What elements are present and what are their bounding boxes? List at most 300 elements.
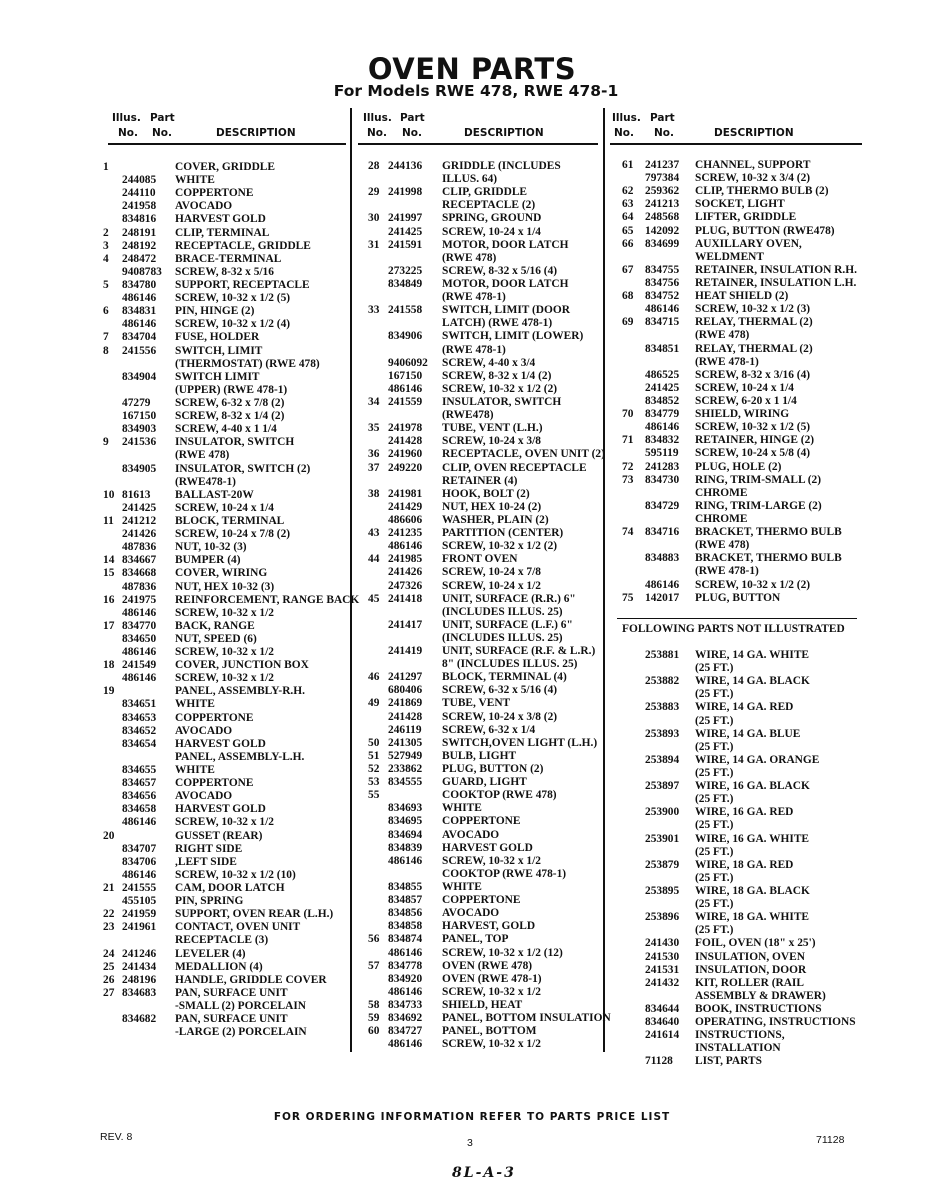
parts-row — [103, 803, 348, 816]
part-description: OVEN (RWE 478-1) — [442, 972, 542, 985]
part-description: SCREW, 10-32 x 1/2 (5) — [175, 292, 291, 305]
part-number: 834683 — [122, 986, 157, 999]
part-description: RECEPTACLE, GRIDDLE — [175, 239, 311, 252]
part-number: 167150 — [122, 410, 157, 423]
part-number: 241212 — [122, 514, 157, 527]
part-number: 834715 — [645, 316, 680, 329]
parts-row — [103, 554, 348, 567]
illus-number: 20 — [103, 829, 115, 842]
part-number: 834693 — [388, 802, 423, 815]
page-title: OVEN PARTS — [367, 52, 577, 86]
part-number: 142092 — [645, 224, 680, 237]
parts-row — [622, 1055, 862, 1068]
parts-row — [622, 251, 862, 264]
section-divider — [617, 618, 857, 619]
part-number: 241419 — [388, 645, 423, 658]
part-description: ASSEMBLY & DRAWER) — [695, 989, 826, 1002]
part-number: 680406 — [388, 684, 423, 697]
part-number: 834668 — [122, 567, 157, 580]
illus-number: 57 — [368, 959, 380, 972]
part-number: 834855 — [388, 881, 423, 894]
part-description: GUSSET (REAR) — [175, 829, 263, 842]
part-description: TUBE, VENT (L.H.) — [442, 422, 543, 435]
part-description: BRACE-TERMINAL — [175, 252, 282, 265]
header-illus: Illus. — [112, 112, 141, 124]
part-description: SCREW, 8-32 x 3/16 (4) — [695, 368, 811, 381]
part-number: 241429 — [388, 500, 423, 513]
part-description: PARTITION (CENTER) — [442, 527, 564, 540]
part-number: 241869 — [388, 697, 423, 710]
part-number: 834756 — [645, 276, 680, 289]
part-description: SCREW, 10-32 x 1/2 — [175, 606, 274, 619]
part-description: WHITE — [175, 764, 215, 777]
part-number: 834656 — [122, 790, 157, 803]
parts-row — [103, 790, 348, 803]
part-description: -LARGE (2) PORCELAIN — [175, 1026, 307, 1039]
part-description: SCREW, 6-32 x 5/16 (4) — [442, 684, 558, 697]
part-description: PLUG, BUTTON (2) — [442, 763, 544, 776]
part-description: WIRE, 18 GA. RED — [695, 858, 794, 871]
part-description: SPRING, GROUND — [442, 212, 542, 225]
part-number: 241426 — [388, 566, 423, 579]
part-number: 834839 — [388, 841, 423, 854]
part-number: 834658 — [122, 803, 157, 816]
part-description: BRACKET, THERMO BULB — [695, 526, 842, 539]
parts-row — [622, 172, 862, 185]
part-description: PANEL, ASSEMBLY-L.H. — [175, 750, 305, 763]
part-description: AVOCADO — [175, 790, 233, 803]
parts-row — [103, 266, 348, 279]
part-description: (25 FT.) — [695, 740, 734, 753]
parts-row — [622, 1016, 862, 1029]
parts-row — [103, 1026, 348, 1039]
part-description: INSULATION, DOOR — [695, 963, 807, 976]
parts-row — [622, 461, 862, 474]
parts-row — [622, 701, 862, 714]
part-number: 834695 — [388, 815, 423, 828]
part-number: 834883 — [645, 552, 680, 565]
part-description: PLUG, BUTTON — [695, 591, 781, 604]
parts-row — [103, 305, 348, 318]
parts-row — [103, 541, 348, 554]
part-description: AVOCADO — [442, 828, 500, 841]
part-description: CHANNEL, SUPPORT — [695, 159, 811, 171]
part-number: 259362 — [645, 185, 680, 198]
part-number: 241297 — [388, 671, 423, 684]
part-description: 8" (INCLUDES ILLUS. 25) — [442, 658, 578, 671]
parts-row — [622, 846, 862, 859]
illus-number: 46 — [368, 671, 380, 684]
parts-row — [368, 842, 603, 855]
illus-number: 27 — [103, 986, 115, 999]
part-description: SCREW, 8-32 x 1/4 (2) — [175, 410, 285, 423]
illus-number: 17 — [103, 619, 115, 632]
part-description: SCREW, 4-40 x 3/4 — [442, 356, 536, 369]
part-description: SWITCH, LIMIT — [175, 344, 263, 357]
part-number: 244136 — [388, 160, 423, 172]
illus-number: 59 — [368, 1012, 380, 1025]
part-number: 834699 — [645, 237, 680, 250]
part-description: (25 FT.) — [695, 871, 734, 884]
parts-row — [368, 829, 603, 842]
parts-row — [368, 553, 603, 566]
parts-row — [622, 715, 862, 728]
part-description: SCREW, 10-32 x 1/2 (2) — [442, 382, 558, 395]
parts-row — [368, 527, 603, 540]
revision-label: REV. 8 — [100, 1131, 133, 1143]
part-description: COOKTOP (RWE 478-1) — [442, 867, 567, 880]
part-description: HARVEST GOLD — [175, 803, 266, 816]
part-description: BALLAST-20W — [175, 488, 254, 501]
part-description: SCREW, 10-24 x 7/8 (2) — [175, 528, 291, 541]
parts-row — [368, 383, 603, 396]
part-number: 253901 — [645, 832, 680, 845]
parts-row — [622, 487, 862, 500]
part-number: 834778 — [388, 959, 423, 972]
parts-row — [622, 225, 862, 238]
parts-row — [103, 934, 348, 947]
part-number: 241426 — [122, 528, 157, 541]
parts-row — [622, 806, 862, 819]
parts-row — [103, 436, 348, 449]
illus-number: 29 — [368, 186, 380, 199]
handwritten-note: 8L-A-3 — [452, 1165, 516, 1181]
illus-number: 25 — [103, 960, 115, 973]
part-number: 241559 — [388, 395, 423, 408]
parts-row — [103, 712, 348, 725]
parts-row — [368, 881, 603, 894]
part-description: HANDLE, GRIDDLE COVER — [175, 973, 327, 986]
part-description: WHITE — [442, 802, 482, 815]
part-number: 247326 — [388, 579, 423, 592]
part-number: 244085 — [122, 174, 157, 187]
part-description: (THERMOSTAT) (RWE 478) — [175, 357, 320, 370]
part-description: AVOCADO — [442, 907, 500, 920]
parts-row — [103, 161, 348, 174]
header-illus-no: No. — [367, 127, 387, 139]
illus-number: 69 — [622, 316, 634, 329]
part-description: COVER, GRIDDLE — [175, 161, 275, 173]
part-description: CAM, DOOR LATCH — [175, 882, 285, 895]
part-number: 241958 — [122, 200, 157, 213]
parts-row — [368, 1012, 611, 1025]
illus-number: 75 — [622, 591, 634, 604]
part-description: OVEN (RWE 478) — [442, 959, 533, 972]
part-description: NUT, HEX 10-32 (3) — [175, 580, 275, 593]
illus-number: 19 — [103, 685, 115, 698]
parts-row — [103, 646, 348, 659]
parts-row — [622, 290, 862, 303]
part-description: LEVELER (4) — [175, 947, 246, 960]
parts-row — [622, 316, 862, 329]
parts-row — [622, 579, 862, 592]
part-description: SCREW, 10-32 x 1/2 (5) — [695, 421, 811, 434]
parts-row — [103, 279, 348, 292]
parts-row — [368, 422, 603, 435]
parts-row — [103, 593, 360, 607]
illus-number: 37 — [368, 461, 380, 474]
parts-row — [103, 410, 348, 423]
part-description: WIRE, 14 GA. WHITE — [695, 649, 810, 661]
part-number: 241556 — [122, 344, 157, 357]
part-description: AVOCADO — [175, 724, 233, 737]
part-description: COVER, WIRING — [175, 567, 268, 580]
parts-row — [622, 1042, 862, 1055]
illus-number: 14 — [103, 554, 115, 567]
part-number: 834874 — [388, 933, 423, 946]
illus-number: 52 — [368, 763, 380, 776]
parts-row — [103, 974, 348, 987]
part-number: 9406092 — [388, 356, 428, 369]
not-illustrated-heading: FOLLOWING PARTS NOT ILLUSTRATED — [622, 623, 845, 635]
part-number: 248568 — [645, 211, 680, 224]
parts-row — [622, 185, 862, 198]
part-number: 241978 — [388, 422, 423, 435]
part-description: (25 FT.) — [695, 688, 734, 701]
part-description: COPPERTONE — [175, 777, 254, 790]
illus-number: 58 — [368, 999, 380, 1011]
part-description: WIRE, 14 GA. RED — [695, 701, 794, 714]
part-number: 241425 — [122, 501, 157, 514]
part-description: BACK, RANGE — [175, 619, 255, 632]
parts-row — [622, 688, 862, 701]
parts-row — [103, 489, 348, 502]
parts-row — [368, 278, 603, 291]
parts-row — [368, 763, 603, 776]
part-description: HEAT SHIELD (2) — [695, 290, 789, 303]
header-part-no: No. — [654, 127, 674, 139]
part-number: 248472 — [122, 252, 157, 265]
parts-row — [103, 200, 348, 213]
part-number: 241235 — [388, 527, 423, 540]
part-description: WIRE, 16 GA. WHITE — [695, 832, 810, 845]
part-number: 834729 — [645, 499, 680, 512]
parts-row — [622, 898, 862, 911]
part-description: SCREW, 10-24 x 3/8 (2) — [442, 710, 558, 723]
part-description: RETAINER, HINGE (2) — [695, 434, 815, 447]
illus-number: 73 — [622, 473, 634, 486]
part-number: 834755 — [645, 263, 680, 276]
parts-row — [103, 921, 348, 934]
part-description: (RWE 478) — [175, 449, 230, 462]
part-description: NUT, HEX 10-24 (2) — [442, 500, 542, 513]
part-description: HARVEST GOLD — [442, 841, 533, 854]
parts-row — [368, 330, 603, 343]
parts-row — [368, 501, 603, 514]
parts-row — [103, 449, 348, 462]
part-description: INSTRUCTIONS, — [695, 1029, 785, 1042]
parts-row — [103, 515, 348, 528]
part-description: SCREW, 6-32 x 1/4 — [442, 723, 536, 736]
part-number: 834654 — [122, 737, 157, 750]
header-description: DESCRIPTION — [216, 127, 296, 139]
part-description: SCREW, 10-24 x 1/4 — [175, 501, 274, 514]
part-description: PIN, HINGE (2) — [175, 305, 255, 318]
part-number: 241558 — [388, 304, 423, 317]
part-description: (RWE 478-1) — [695, 355, 759, 368]
part-number: 248191 — [122, 226, 157, 239]
illus-number: 66 — [622, 237, 634, 250]
part-number: 834650 — [122, 632, 157, 645]
illus-number: 5 — [103, 278, 109, 291]
part-number: 834920 — [388, 972, 423, 985]
part-number: 486146 — [388, 382, 423, 395]
part-number: 241428 — [388, 435, 423, 448]
illus-number: 1 — [103, 161, 109, 173]
part-description: INSULATION, OVEN — [695, 950, 805, 963]
illus-number: 38 — [368, 487, 380, 500]
part-description: HOOK, BOLT (2) — [442, 487, 530, 500]
illus-number: 18 — [103, 659, 115, 672]
part-number: 253897 — [645, 780, 680, 793]
part-number: 241614 — [645, 1029, 680, 1042]
part-description: WIRE, 14 GA. ORANGE — [695, 753, 820, 766]
parts-row — [368, 409, 603, 422]
parts-row — [368, 344, 603, 357]
illus-number: 4 — [103, 252, 109, 265]
parts-row — [103, 816, 348, 829]
part-description: WIRE, 16 GA. RED — [695, 806, 794, 819]
part-description: CLIP, GRIDDLE — [442, 186, 528, 199]
part-description: COOKTOP (RWE 478) — [442, 789, 557, 802]
part-number: 834851 — [645, 342, 680, 355]
part-description: TUBE, VENT — [442, 697, 511, 710]
part-number: 253893 — [645, 727, 680, 740]
parts-row — [368, 370, 603, 383]
part-description: AUXILLARY OVEN, — [695, 237, 802, 250]
part-number: 797384 — [645, 172, 680, 185]
illus-number: 36 — [368, 448, 380, 461]
part-description: SCREW, 10-32 x 1/2 — [175, 816, 274, 829]
part-description: SCREW, 10-32 x 1/2 — [442, 854, 541, 867]
part-description: RELAY, THERMAL (2) — [695, 342, 813, 355]
parts-row — [622, 474, 862, 487]
part-description: (25 FT.) — [695, 819, 734, 832]
part-description: WHITE — [175, 174, 215, 187]
part-description: COPPERTONE — [442, 815, 521, 828]
part-description: (25 FT.) — [695, 714, 734, 727]
parts-row — [368, 566, 603, 579]
part-description: SUPPORT, OVEN REAR (L.H.) — [175, 908, 334, 921]
part-description: INSULATOR, SWITCH — [442, 395, 562, 408]
part-number: 241283 — [645, 460, 680, 473]
parts-row — [103, 685, 348, 698]
parts-row — [368, 933, 603, 946]
parts-column-2 — [368, 160, 611, 1051]
part-description: (UPPER) (RWE 478-1) — [175, 383, 288, 396]
illus-number: 6 — [103, 305, 109, 318]
part-number: 834644 — [645, 1002, 680, 1015]
part-number: 834852 — [645, 394, 680, 407]
document-number: 71128 — [816, 1134, 845, 1146]
part-description: COPPERTONE — [442, 894, 521, 907]
illus-number: 35 — [368, 422, 380, 435]
parts-row — [622, 395, 862, 408]
part-number: 253896 — [645, 911, 680, 924]
parts-row — [103, 882, 348, 895]
parts-row — [103, 528, 348, 541]
part-number: 167150 — [388, 369, 423, 382]
illus-number: 62 — [622, 185, 634, 198]
parts-row — [103, 331, 348, 344]
part-number: 834706 — [122, 855, 157, 868]
parts-row — [622, 911, 862, 924]
part-description: UNIT, SURFACE (L.F.) 6" — [442, 618, 573, 631]
part-description: (25 FT.) — [695, 662, 734, 675]
part-number: 486146 — [645, 578, 680, 591]
part-description: BLOCK, TERMINAL — [175, 514, 285, 527]
parts-row — [368, 435, 603, 448]
part-description: INSULATOR, SWITCH (2) — [175, 462, 311, 475]
parts-row — [622, 741, 862, 754]
part-description: SCREW, 10-24 x 1/2 — [442, 579, 541, 592]
part-description: WIRE, 18 GA. WHITE — [695, 911, 810, 924]
parts-row — [368, 606, 603, 619]
parts-row — [103, 423, 348, 436]
illus-number: 43 — [368, 527, 380, 540]
part-description: SCREW, 8-32 x 5/16 (4) — [442, 264, 558, 277]
part-number: 527949 — [388, 749, 423, 762]
part-number: 241434 — [122, 960, 157, 973]
header-rule — [108, 143, 346, 145]
part-number: 834694 — [388, 828, 423, 841]
part-number: 455105 — [122, 895, 157, 908]
part-description: (RWE 478) — [442, 251, 497, 264]
parts-row — [368, 960, 603, 973]
part-number: 834849 — [388, 277, 423, 290]
part-number: 834831 — [122, 305, 157, 318]
part-number: 486146 — [388, 854, 423, 867]
parts-row — [103, 397, 348, 410]
part-number: 486146 — [645, 303, 680, 316]
header-rule — [610, 143, 862, 145]
part-description: HARVEST GOLD — [175, 213, 266, 226]
parts-row — [103, 843, 348, 856]
part-description: SCREW, 8-32 x 1/4 (2) — [442, 369, 552, 382]
parts-row — [368, 239, 603, 252]
parts-row — [103, 358, 348, 371]
part-description: RING, TRIM-LARGE (2) — [695, 499, 822, 512]
parts-row — [622, 356, 862, 369]
part-number: 834906 — [388, 330, 423, 343]
parts-row — [368, 291, 603, 304]
part-description: SCREW, 6-20 x 1 1/4 — [695, 394, 797, 407]
part-description: SCREW, 10-32 x 1/2 (2) — [695, 578, 811, 591]
parts-row — [368, 226, 603, 239]
part-number: 241549 — [122, 659, 157, 672]
parts-row — [368, 593, 603, 606]
parts-row — [368, 973, 603, 986]
parts-row — [103, 908, 348, 921]
part-description: PANEL, BOTTOM — [442, 1025, 537, 1038]
part-number: 834905 — [122, 462, 157, 475]
part-number: 241959 — [122, 908, 157, 921]
part-number: 834770 — [122, 619, 157, 632]
part-number: 241997 — [388, 212, 423, 225]
header-part: Part — [150, 112, 175, 124]
parts-row — [368, 815, 603, 828]
illus-number: 50 — [368, 736, 380, 749]
part-description: LATCH) (RWE 478-1) — [442, 317, 553, 330]
part-number: 486146 — [122, 672, 157, 685]
illus-number: 30 — [368, 212, 380, 225]
parts-row — [103, 751, 348, 764]
parts-row — [103, 764, 348, 777]
part-number: 834640 — [645, 1016, 680, 1029]
parts-row — [622, 728, 862, 741]
part-number: 834655 — [122, 764, 157, 777]
illus-number: 65 — [622, 224, 634, 237]
